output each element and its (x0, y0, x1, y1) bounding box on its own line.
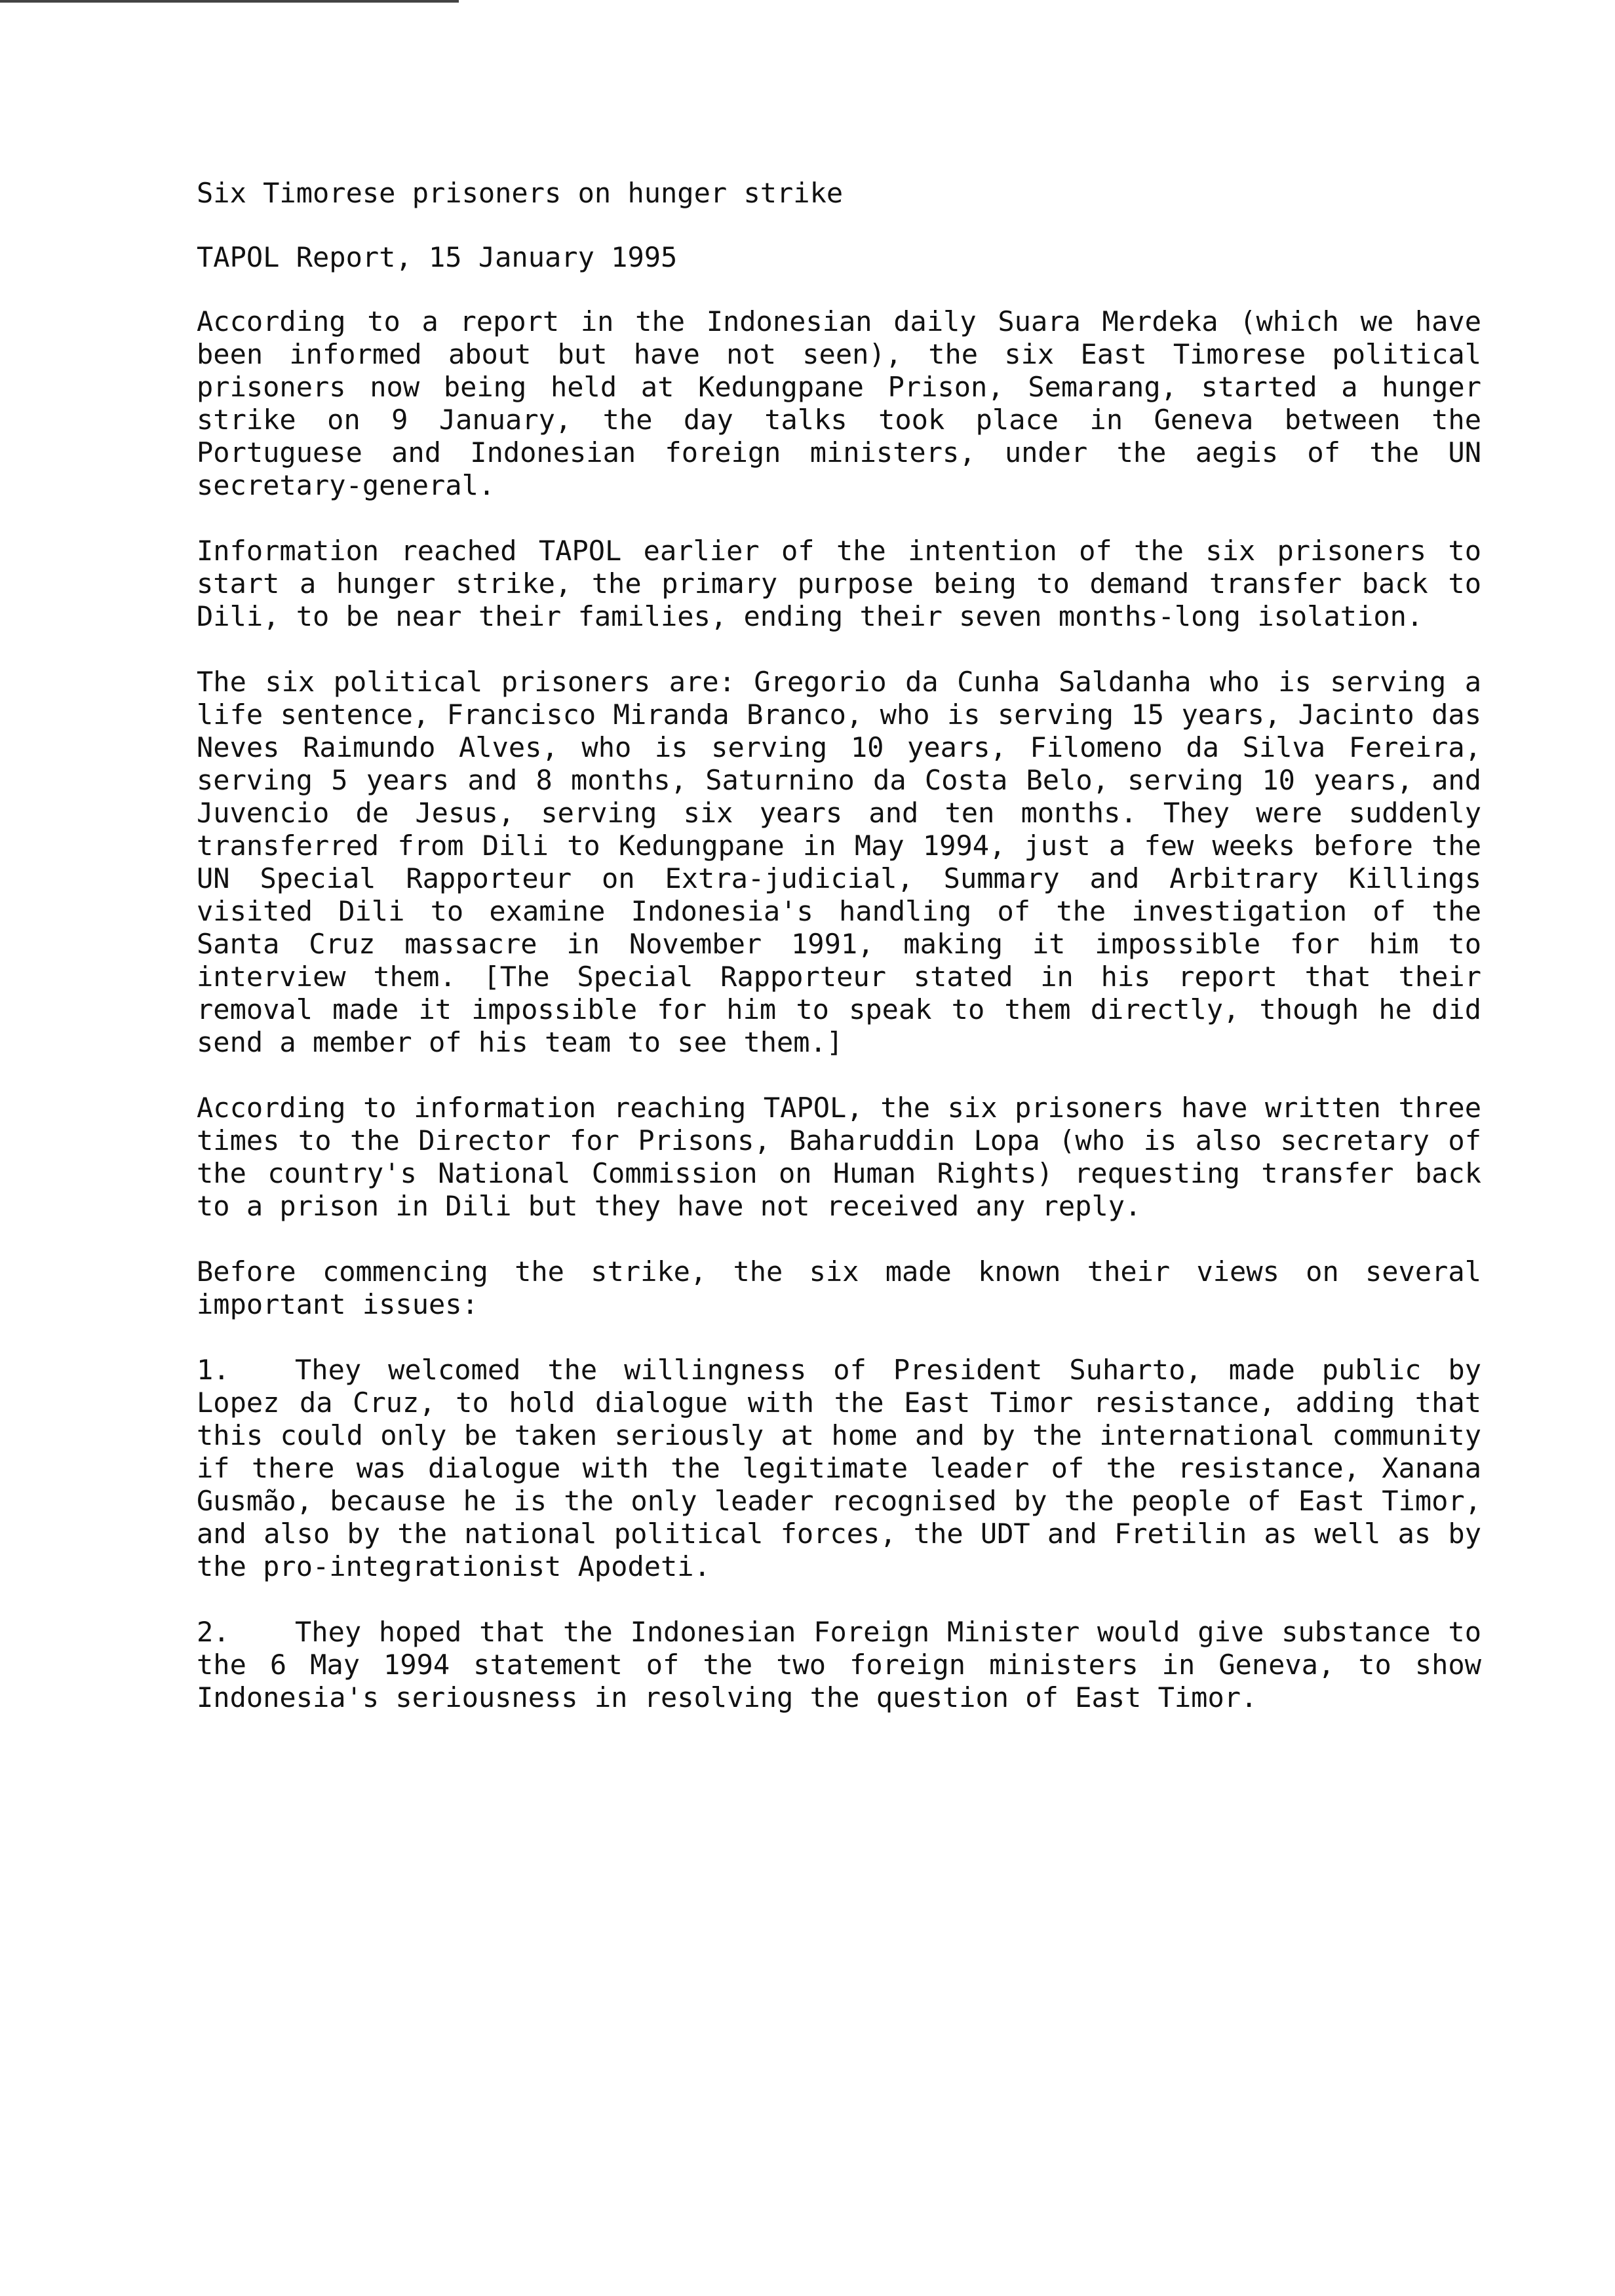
paragraph-views-intro: Before commencing the strike, the six made known their views on several important issues: (197, 1255, 1481, 1320)
list-item (197, 1616, 1481, 1714)
document-body (197, 177, 1481, 1747)
scan-edge-mark (0, 0, 459, 3)
list-item-text: They hoped that the Indonesian Foreign Minister would give substance to the 6 May 1994 statement of the two foreign ministers in Geneva, to show Indonesia's seriousness in resolving the question of East Timor. (197, 1616, 1481, 1713)
paragraph-tapol-information: Information reached TAPOL earlier of the intention of the six prisoners to start a hunger strike, the primary purpose being to demand transfer back to Dili, to be near their families, ending their seven months-long isolation. (197, 535, 1481, 632)
list-item-number: 2. (197, 1616, 230, 1648)
document-byline: TAPOL Report, 15 January 1995 (197, 241, 678, 273)
paragraph-prisoner-list: The six political prisoners are: Gregorio da Cunha Saldanha who is serving a life sentence, Francisco Miranda Branco, who is serving 15 years, Jacinto das Neves Raimundo Alves, who is serving 10 years, Filomeno da Silva Fereira, serving 5 years and 8 months, Saturnino da Costa Belo, serving 10 years, and Juvencio de Jesus, serving six years and ten months. They were suddenly transferred from Dili to Kedungpane in May 1994, just a few weeks before the UN Special Rapporteur on Extra-judicial, Summary and Arbitrary Killings visited Dili to examine Indonesia's handling of the investigation of the Santa Cruz massacre in November 1991, making it impossible for him to interview them. [The Special Rapporteur stated in his report that their removal made it impossible for him to speak to them directly, though he did send a member of his team to see them.] (197, 666, 1481, 1058)
list-item-number: 1. (197, 1354, 230, 1386)
list-item-text: They welcomed the willingness of President Suharto, made public by Lopez da Cruz, to hold dialogue with the East Timor resistance, adding that this could only be taken seriously at home and by the international community if there was dialogue with the legitimate leader of the resistance, Xanana Gusmão, because he is the only leader recognised by the people of East Timor, and also by the national political forces, the UDT and Fretilin as well as by the pro-integrationist Apodeti. (197, 1354, 1481, 1582)
paragraph-suara-merdeka-report: According to a report in the Indonesian daily Suara Merdeka (which we have been informed about but have not seen), the six East Timorese political prisoners now being held at Kedungpane Prison, Semarang, started a hunger strike on 9 January, the day talks took place in Geneva between the Portuguese and Indonesian foreign ministers, under the aegis of the UN secretary-general. (197, 305, 1481, 501)
list-item (197, 1354, 1481, 1583)
paragraph-letters-to-director: According to information reaching TAPOL, the six prisoners have written three times to the Director for Prisons, Baharuddin Lopa (who is also secretary of the country's National Commission on Human Rights) requesting transfer back to a prison in Dili but they have not received any reply. (197, 1092, 1481, 1222)
document-title: Six Timorese prisoners on hunger strike (197, 177, 844, 209)
